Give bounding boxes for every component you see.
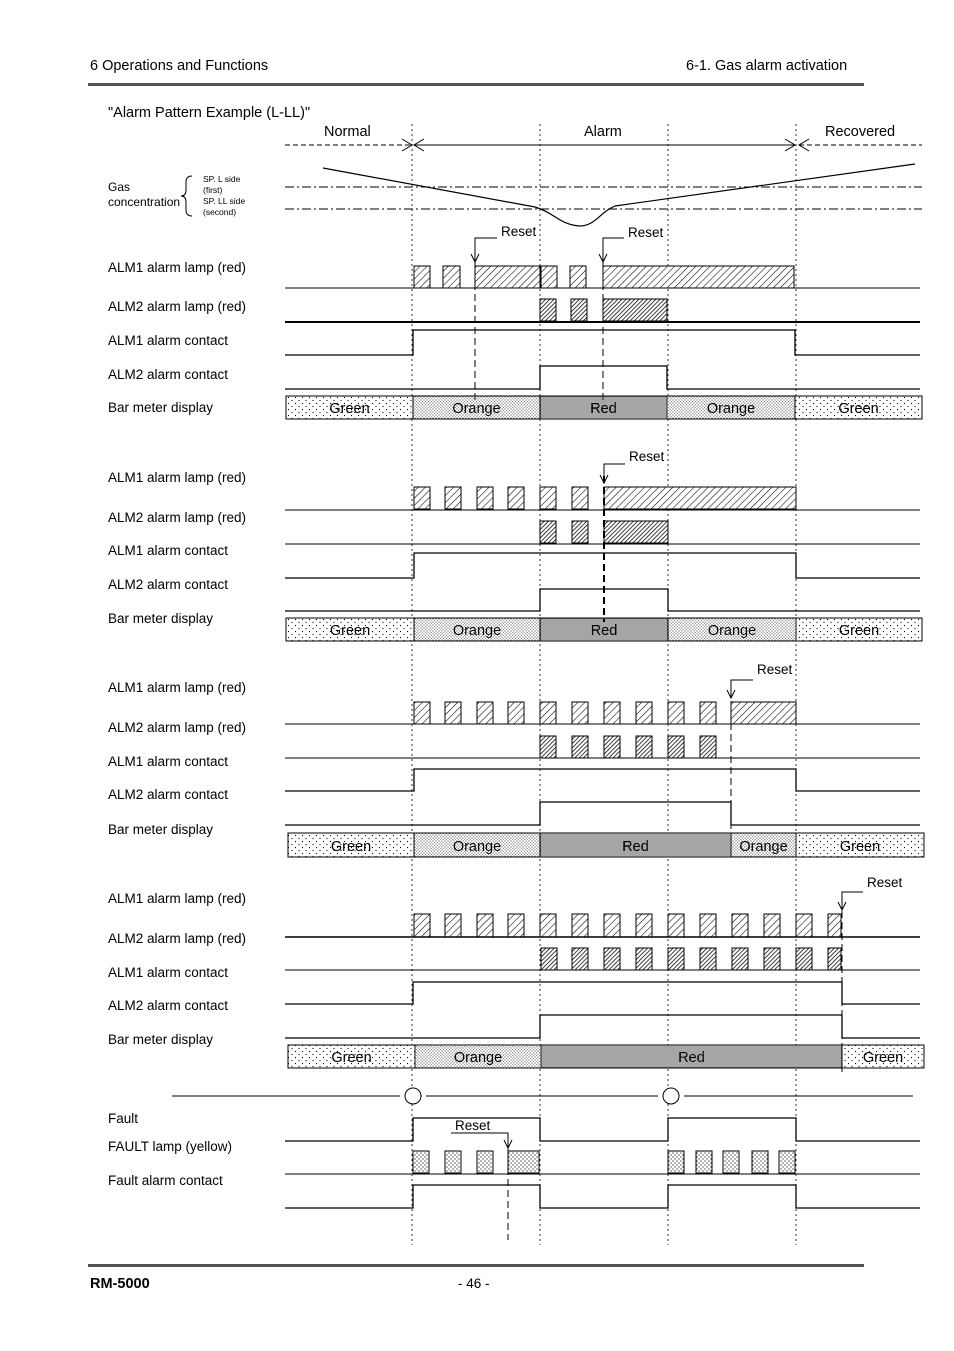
s2-alm1-blink-3 xyxy=(508,487,524,509)
fault-lamp-blink-6 xyxy=(752,1151,768,1173)
s1-bar-label-1: Orange xyxy=(452,401,501,417)
fault-reset-line xyxy=(451,1133,508,1148)
s1-reset2-line xyxy=(603,238,624,262)
gas-brace xyxy=(181,176,192,216)
diagram-title: "Alarm Pattern Example (L-LL)" xyxy=(108,105,311,121)
gas-label-2: concentration xyxy=(108,195,181,209)
s4-alm2-contact-label: ALM2 alarm contact xyxy=(108,998,229,1013)
fault-lamp-blink-2 xyxy=(477,1151,493,1173)
s1-bar-label-2: Red xyxy=(590,401,617,417)
s3-alm1-blink-4 xyxy=(540,702,556,724)
s4-alm1-blink-4 xyxy=(540,914,556,937)
s3-alm2-lamp-label: ALM2 alarm lamp (red) xyxy=(108,720,247,735)
s4-bar-meter-label: Bar meter display xyxy=(108,1032,214,1047)
s1-alm2-lamp-label: ALM2 alarm lamp (red) xyxy=(108,299,247,314)
fault-lamp-label: FAULT lamp (yellow) xyxy=(108,1139,233,1154)
s4-alm1-blink-1 xyxy=(445,914,461,937)
phase-recovered: Recovered xyxy=(825,124,896,140)
s3-alm2-contact xyxy=(285,802,920,825)
s1-reset1 xyxy=(471,224,537,262)
s3-alm1-steady xyxy=(731,702,796,724)
s1-alm1-blink-3 xyxy=(570,266,586,288)
s2-bar-label-4: Green xyxy=(838,623,880,639)
s3-alm2-blink-5 xyxy=(700,736,716,758)
s2-reset-label: Reset xyxy=(629,449,665,464)
s4-alm2-blink-7 xyxy=(764,948,780,970)
s3-alm2-blink-1 xyxy=(572,736,588,758)
s1-bar-label-4: Green xyxy=(838,401,879,417)
s2-alm2-blink-0 xyxy=(540,521,556,543)
fault-reset xyxy=(451,1118,512,1148)
s4-reset xyxy=(838,875,903,910)
gas-label-1: Gas xyxy=(108,180,131,194)
s2-bar-label-3: Orange xyxy=(707,623,757,639)
s2-bar-meter-label: Bar meter display xyxy=(108,611,214,626)
s1-bar-meter-label: Bar meter display xyxy=(108,400,214,415)
s1-alm1-blink-1 xyxy=(443,266,460,288)
s3-alm2-blink-2 xyxy=(604,736,620,758)
s4-alm2-blink-0 xyxy=(541,948,557,970)
s4-alm2-blink-9 xyxy=(828,948,841,970)
s3-alm1-blink-2 xyxy=(477,702,493,724)
sp-l-label-1: SP. L side xyxy=(203,174,241,184)
s1-alm1-blink-0 xyxy=(414,266,430,288)
s4-alm1-blink-0 xyxy=(414,914,430,937)
s4-bar-label-1: Orange xyxy=(453,1050,503,1066)
s4-bar-label-0: Green xyxy=(331,1050,372,1066)
s1-alm2-contact-label: ALM2 alarm contact xyxy=(108,367,229,382)
fault-lamp-blink-0 xyxy=(413,1151,429,1173)
s2-alm2-contact-label: ALM2 alarm contact xyxy=(108,577,229,592)
s4-alm1-blink-10 xyxy=(732,914,748,937)
s3-bar-label-4: Green xyxy=(839,839,881,855)
s3-alm1-lamp-label: ALM1 alarm lamp (red) xyxy=(108,680,247,695)
s2-reset-line xyxy=(604,464,625,483)
s4-alm2-blink-4 xyxy=(668,948,684,970)
s1-reset2 xyxy=(599,225,664,262)
s4-alm2-blink-1 xyxy=(572,948,588,970)
s1-alm1-steady-a xyxy=(475,266,540,288)
s3-reset xyxy=(727,662,793,698)
s3-alm1-blink-5 xyxy=(572,702,588,724)
sp-l-label-2: (first) xyxy=(203,185,223,195)
s4-alm2-blink-2 xyxy=(604,948,620,970)
s4-alm1-contact xyxy=(285,982,920,1004)
s1-alm1-lamp-label: ALM1 alarm lamp (red) xyxy=(108,260,247,275)
fault-contact-signal xyxy=(285,1185,920,1208)
s3-reset-label: Reset xyxy=(757,662,793,677)
s4-alm2-blink-3 xyxy=(636,948,652,970)
s4-alm1-blink-13 xyxy=(828,914,841,937)
s4-alm2-blink-8 xyxy=(796,948,812,970)
s3-alm1-blink-1 xyxy=(445,702,461,724)
fault-lamp-blink-7 xyxy=(779,1151,795,1173)
s4-reset-label: Reset xyxy=(867,875,903,890)
section-title: 6 Operations and Functions xyxy=(90,58,269,74)
footer-page: - 46 - xyxy=(458,1276,490,1291)
s2-alm1-blink-2 xyxy=(477,487,493,509)
fault-contact-label: Fault alarm contact xyxy=(108,1173,223,1188)
s4-alm1-blink-9 xyxy=(700,914,716,937)
s4-alm1-blink-11 xyxy=(764,914,780,937)
s3-alm1-blink-0 xyxy=(414,702,430,724)
s2-alm1-blink-1 xyxy=(445,487,461,509)
s4-alm2-blink-6 xyxy=(732,948,748,970)
s1-alm2-steady xyxy=(603,299,667,321)
s4-alm2-contact xyxy=(285,1015,920,1038)
s1-alm1-contact-label: ALM1 alarm contact xyxy=(108,333,229,348)
s3-alm2-blink-0 xyxy=(540,736,556,758)
phase-normal: Normal xyxy=(324,124,371,140)
s1-reset1-label: Reset xyxy=(501,224,537,239)
s2-alm1-contact xyxy=(285,553,920,578)
sp-ll-label-2: (second) xyxy=(203,207,237,217)
s4-alm1-blink-12 xyxy=(796,914,812,937)
s3-alm1-blink-3 xyxy=(508,702,524,724)
s3-alm1-blink-9 xyxy=(700,702,716,724)
s2-bar-label-1: Orange xyxy=(452,623,502,639)
s2-alm1-lamp-label: ALM1 alarm lamp (red) xyxy=(108,470,247,485)
fault-lamp-blink-3 xyxy=(668,1151,684,1173)
fault-label: Fault xyxy=(108,1111,139,1126)
s3-bar-meter-label: Bar meter display xyxy=(108,822,214,837)
s2-alm1-blink-4 xyxy=(540,487,556,509)
s2-alm2-blink-1 xyxy=(572,521,588,543)
s4-alm1-blink-5 xyxy=(572,914,588,937)
s4-alm1-blink-3 xyxy=(508,914,524,937)
sp-ll-label-1: SP. LL side xyxy=(203,196,246,206)
s1-reset1-line xyxy=(475,238,497,262)
s1-bar-label-3: Orange xyxy=(706,401,756,417)
s3-alm1-contact xyxy=(285,769,920,791)
fault-signal xyxy=(285,1118,920,1141)
s2-alm1-steady xyxy=(604,487,796,509)
fault-lamp-steady xyxy=(508,1151,539,1173)
s4-bar-label-2: Red xyxy=(678,1050,705,1066)
s3-bar-label-0: Green xyxy=(330,839,372,855)
s4-alm2-lamp-label: ALM2 alarm lamp (red) xyxy=(108,931,247,946)
s3-alm1-contact-label: ALM1 alarm contact xyxy=(108,754,229,769)
s2-bar-label-0: Green xyxy=(329,623,371,639)
s4-alm1-blink-6 xyxy=(604,914,620,937)
s2-reset xyxy=(600,449,665,483)
s2-alm1-blink-0 xyxy=(414,487,430,509)
s4-alm1-contact-label: ALM1 alarm contact xyxy=(108,965,229,980)
s3-alm2-contact-label: ALM2 alarm contact xyxy=(108,787,229,802)
s4-alm1-blink-7 xyxy=(636,914,652,937)
s3-bar-label-2: Red xyxy=(622,839,649,855)
s4-alm1-lamp-label: ALM1 alarm lamp (red) xyxy=(108,891,247,906)
s2-alm2-contact xyxy=(285,589,920,611)
footer-model: RM-5000 xyxy=(90,1276,150,1292)
fault-reset-label: Reset xyxy=(455,1118,491,1133)
fault-lamp-blink-4 xyxy=(696,1151,712,1173)
s3-reset-line xyxy=(731,680,753,698)
s4-alm1-blink-2 xyxy=(477,914,493,937)
s3-alm2-blink-4 xyxy=(668,736,684,758)
s3-bar-label-3: Orange xyxy=(739,839,788,855)
fault-marker-2 xyxy=(663,1088,679,1104)
s3-alm2-blink-3 xyxy=(636,736,652,758)
s3-alm1-blink-7 xyxy=(636,702,652,724)
fault-lamp-blink-1 xyxy=(445,1151,461,1173)
s1-alm1-steady-b xyxy=(603,266,794,288)
s1-bar-label-0: Green xyxy=(329,401,370,417)
s2-alm2-lamp-label: ALM2 alarm lamp (red) xyxy=(108,510,247,525)
s4-alm2-blink-5 xyxy=(700,948,716,970)
s1-alm2-blink-0 xyxy=(540,299,556,321)
s4-reset-line xyxy=(842,892,863,910)
s2-alm1-contact-label: ALM1 alarm contact xyxy=(108,543,229,558)
s4-bar-label-3: Green xyxy=(862,1050,904,1066)
subsection-title: 6-1. Gas alarm activation xyxy=(686,58,848,74)
phase-alarm: Alarm xyxy=(584,124,622,140)
s3-alm1-blink-6 xyxy=(604,702,620,724)
s2-alm2-steady xyxy=(604,521,668,543)
s1-reset2-label: Reset xyxy=(628,225,664,240)
s4-alm1-blink-8 xyxy=(668,914,684,937)
s2-alm1-blink-5 xyxy=(572,487,588,509)
s3-bar-label-1: Orange xyxy=(452,839,502,855)
s1-alm1-blink-2 xyxy=(541,266,557,288)
s3-alm1-blink-8 xyxy=(668,702,684,724)
s1-alm2-blink-1 xyxy=(571,299,587,321)
fault-marker-1 xyxy=(405,1088,421,1104)
fault-lamp-blink-5 xyxy=(723,1151,739,1173)
s2-bar-label-2: Red xyxy=(590,623,618,639)
